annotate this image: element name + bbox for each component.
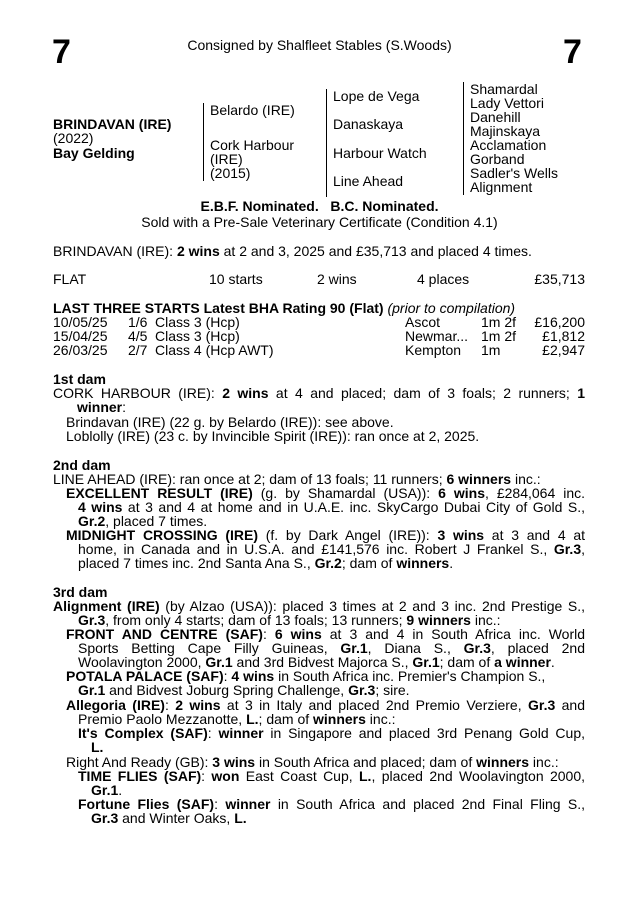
pedigree-gen3: Shamardal (470, 81, 538, 97)
third-dam-progeny: Woolavington 2000, Gr.1 and 3rd Bidvest Majorca S., Gr.1; dam of a winner. (78, 654, 555, 670)
pedigree-gen2: Line Ahead (333, 173, 404, 189)
third-dam-progeny: Fortune Flies (SAF): winner in South Africa and placed 2nd Final Fling S., (78, 796, 585, 812)
last-starts-heading: LAST THREE STARTS Latest BHA Rating 90 (Flat) (prior to compilation) (53, 300, 516, 316)
third-dam-line: Alignment (IRE) (by Alzao (USA)): placed 3 times at 2 and 3 inc. 2nd Prestige S., (53, 598, 586, 614)
record-starts: 10 starts (209, 271, 263, 287)
pedigree-gen3: Sadler's Wells (470, 165, 558, 181)
third-dam-line: Gr.3, from only 4 starts; dam of 13 foals; 13 runners; 9 winners inc.: (78, 612, 501, 628)
pedigree-dam-year: (2015) (210, 165, 251, 181)
second-dam-progeny: 4 wins at 3 and 4 at home and in U.A.E. inc. SkyCargo Dubai City of Gold S., (78, 499, 585, 515)
pedigree-gen3: Lady Vettori (470, 95, 544, 111)
pedigree-gen2: Lope de Vega (333, 88, 420, 104)
pedigree-sire: Belardo (IRE) (210, 102, 295, 118)
start-race: Class 3 (Hcp) (155, 314, 240, 330)
first-dam-line: CORK HARBOUR (IRE): 2 wins at 4 and placed; dam of 3 foals; 2 runners; 1 (53, 385, 585, 401)
record-prize: £35,713 (534, 271, 585, 287)
third-dam-progeny: Sports Betting Cape Filly Guineas, Gr.1, Diana S., Gr.3, placed 2nd (78, 640, 585, 656)
second-dam-heading: 2nd dam (53, 457, 111, 473)
third-dam-progeny: Gr.1 and Bidvest Joburg Spring Challenge, Gr.3; sire. (78, 682, 410, 698)
third-dam-progeny: Gr.1. (91, 782, 123, 798)
start-date: 26/03/25 (53, 342, 108, 358)
second-dam-progeny: home, in Canada and in U.S.A. and £141,576 inc. Robert J Frankel S., Gr.3, (78, 541, 585, 557)
start-position: 1/6 (128, 314, 148, 330)
start-prize: £1,812 (542, 328, 585, 344)
start-prize: £2,947 (542, 342, 585, 358)
start-prize: £16,200 (534, 314, 585, 330)
second-dam-progeny: Gr.2, placed 7 times. (78, 513, 208, 529)
pedigree-gen3: Alignment (470, 179, 533, 195)
pedigree-divider-1 (203, 103, 204, 181)
start-position: 4/5 (128, 328, 148, 344)
horse-sex: Bay Gelding (53, 145, 135, 161)
first-dam-progeny: Brindavan (IRE) (22 g. by Belardo (IRE)): see above. (66, 414, 394, 430)
pedigree-dam-country: (IRE) (210, 151, 243, 167)
third-dam-progeny: L. (91, 739, 104, 755)
third-dam-progeny: Allegoria (IRE): 2 wins at 3 in Italy and placed 2nd Premio Verziere, Gr.3 and (66, 697, 585, 713)
start-distance: 1m 2f (481, 328, 517, 344)
consignor: Consigned by Shalfleet Stables (S.Woods) (187, 37, 452, 53)
pedigree-gen3: Gorband (470, 151, 525, 167)
start-distance: 1m 2f (481, 314, 517, 330)
second-dam-progeny: EXCELLENT RESULT (IRE) (g. by Shamardal (USA)): 6 wins, £284,064 inc. (66, 485, 586, 501)
start-position: 2/7 (128, 342, 148, 358)
third-dam-heading: 3rd dam (53, 584, 108, 600)
third-dam-progeny: POTALA PALACE (SAF): 4 wins in South Africa inc. Premier's Champion S., (66, 668, 546, 684)
pedigree-gen2: Harbour Watch (333, 145, 427, 161)
record-wins: 2 wins (317, 271, 357, 287)
start-race: Class 3 (Hcp) (155, 328, 240, 344)
start-distance: 1m (481, 342, 501, 358)
pedigree-divider-2 (326, 89, 327, 197)
start-course: Kempton (405, 342, 462, 358)
start-date: 10/05/25 (53, 314, 108, 330)
start-race: Class 4 (Hcp AWT) (155, 342, 274, 358)
horse-name: BRINDAVAN (IRE) (53, 116, 172, 132)
second-dam-line: LINE AHEAD (IRE): ran once at 2; dam of 13 foals; 11 runners; 6 winners inc.: (53, 471, 541, 487)
horse-year: (2022) (53, 130, 94, 146)
vet-certificate: Sold with a Pre-Sale Veterinary Certificate (Condition 4.1) (141, 214, 498, 230)
pedigree-gen2: Danaskaya (333, 116, 404, 132)
first-dam-progeny: Loblolly (IRE) (23 c. by Invincible Spirit (IRE)): ran once at 2, 2025. (66, 428, 480, 444)
pedigree-gen3: Acclamation (470, 137, 547, 153)
lot-number-left: 7 (52, 33, 71, 71)
record-type: FLAT (53, 271, 87, 287)
second-dam-progeny: placed 7 times inc. 2nd Santa Ana S., Gr.2; dam of winners. (78, 555, 454, 571)
first-dam-heading: 1st dam (53, 371, 106, 387)
third-dam-progeny: Right And Ready (GB): 3 wins in South Africa and placed; dam of winners inc.: (66, 754, 559, 770)
race-summary: BRINDAVAN (IRE): 2 wins at 2 and 3, 2025 and £35,713 and placed 4 times. (53, 243, 532, 259)
pedigree-dam: Cork Harbour (210, 137, 295, 153)
second-dam-progeny: MIDNIGHT CROSSING (IRE) (f. by Dark Angel (IRE)): 3 wins at 3 and 4 at (66, 527, 586, 543)
pedigree-gen3: Majinskaya (470, 123, 541, 139)
first-dam-line: winner: (77, 399, 127, 415)
start-date: 15/04/25 (53, 328, 108, 344)
start-course: Newmar... (405, 328, 469, 344)
third-dam-progeny: It's Complex (SAF): winner in Singapore and placed 3rd Penang Gold Cup, (78, 725, 585, 741)
lot-number-right: 7 (563, 33, 582, 71)
pedigree-divider-3 (463, 82, 464, 195)
pedigree-gen3: Danehill (470, 109, 521, 125)
third-dam-progeny: Premio Paolo Mezzanotte, L.; dam of winners inc.: (78, 711, 396, 727)
third-dam-progeny: FRONT AND CENTRE (SAF): 6 wins at 3 and 4 in South Africa inc. World (66, 626, 586, 642)
nominations: E.B.F. Nominated. B.C. Nominated. (200, 198, 439, 214)
third-dam-progeny: TIME FLIES (SAF): won East Coast Cup, L., placed 2nd Woolavington 2000, (78, 768, 585, 784)
record-places: 4 places (417, 271, 470, 287)
third-dam-progeny: Gr.3 and Winter Oaks, L. (91, 810, 247, 826)
start-course: Ascot (405, 314, 441, 330)
